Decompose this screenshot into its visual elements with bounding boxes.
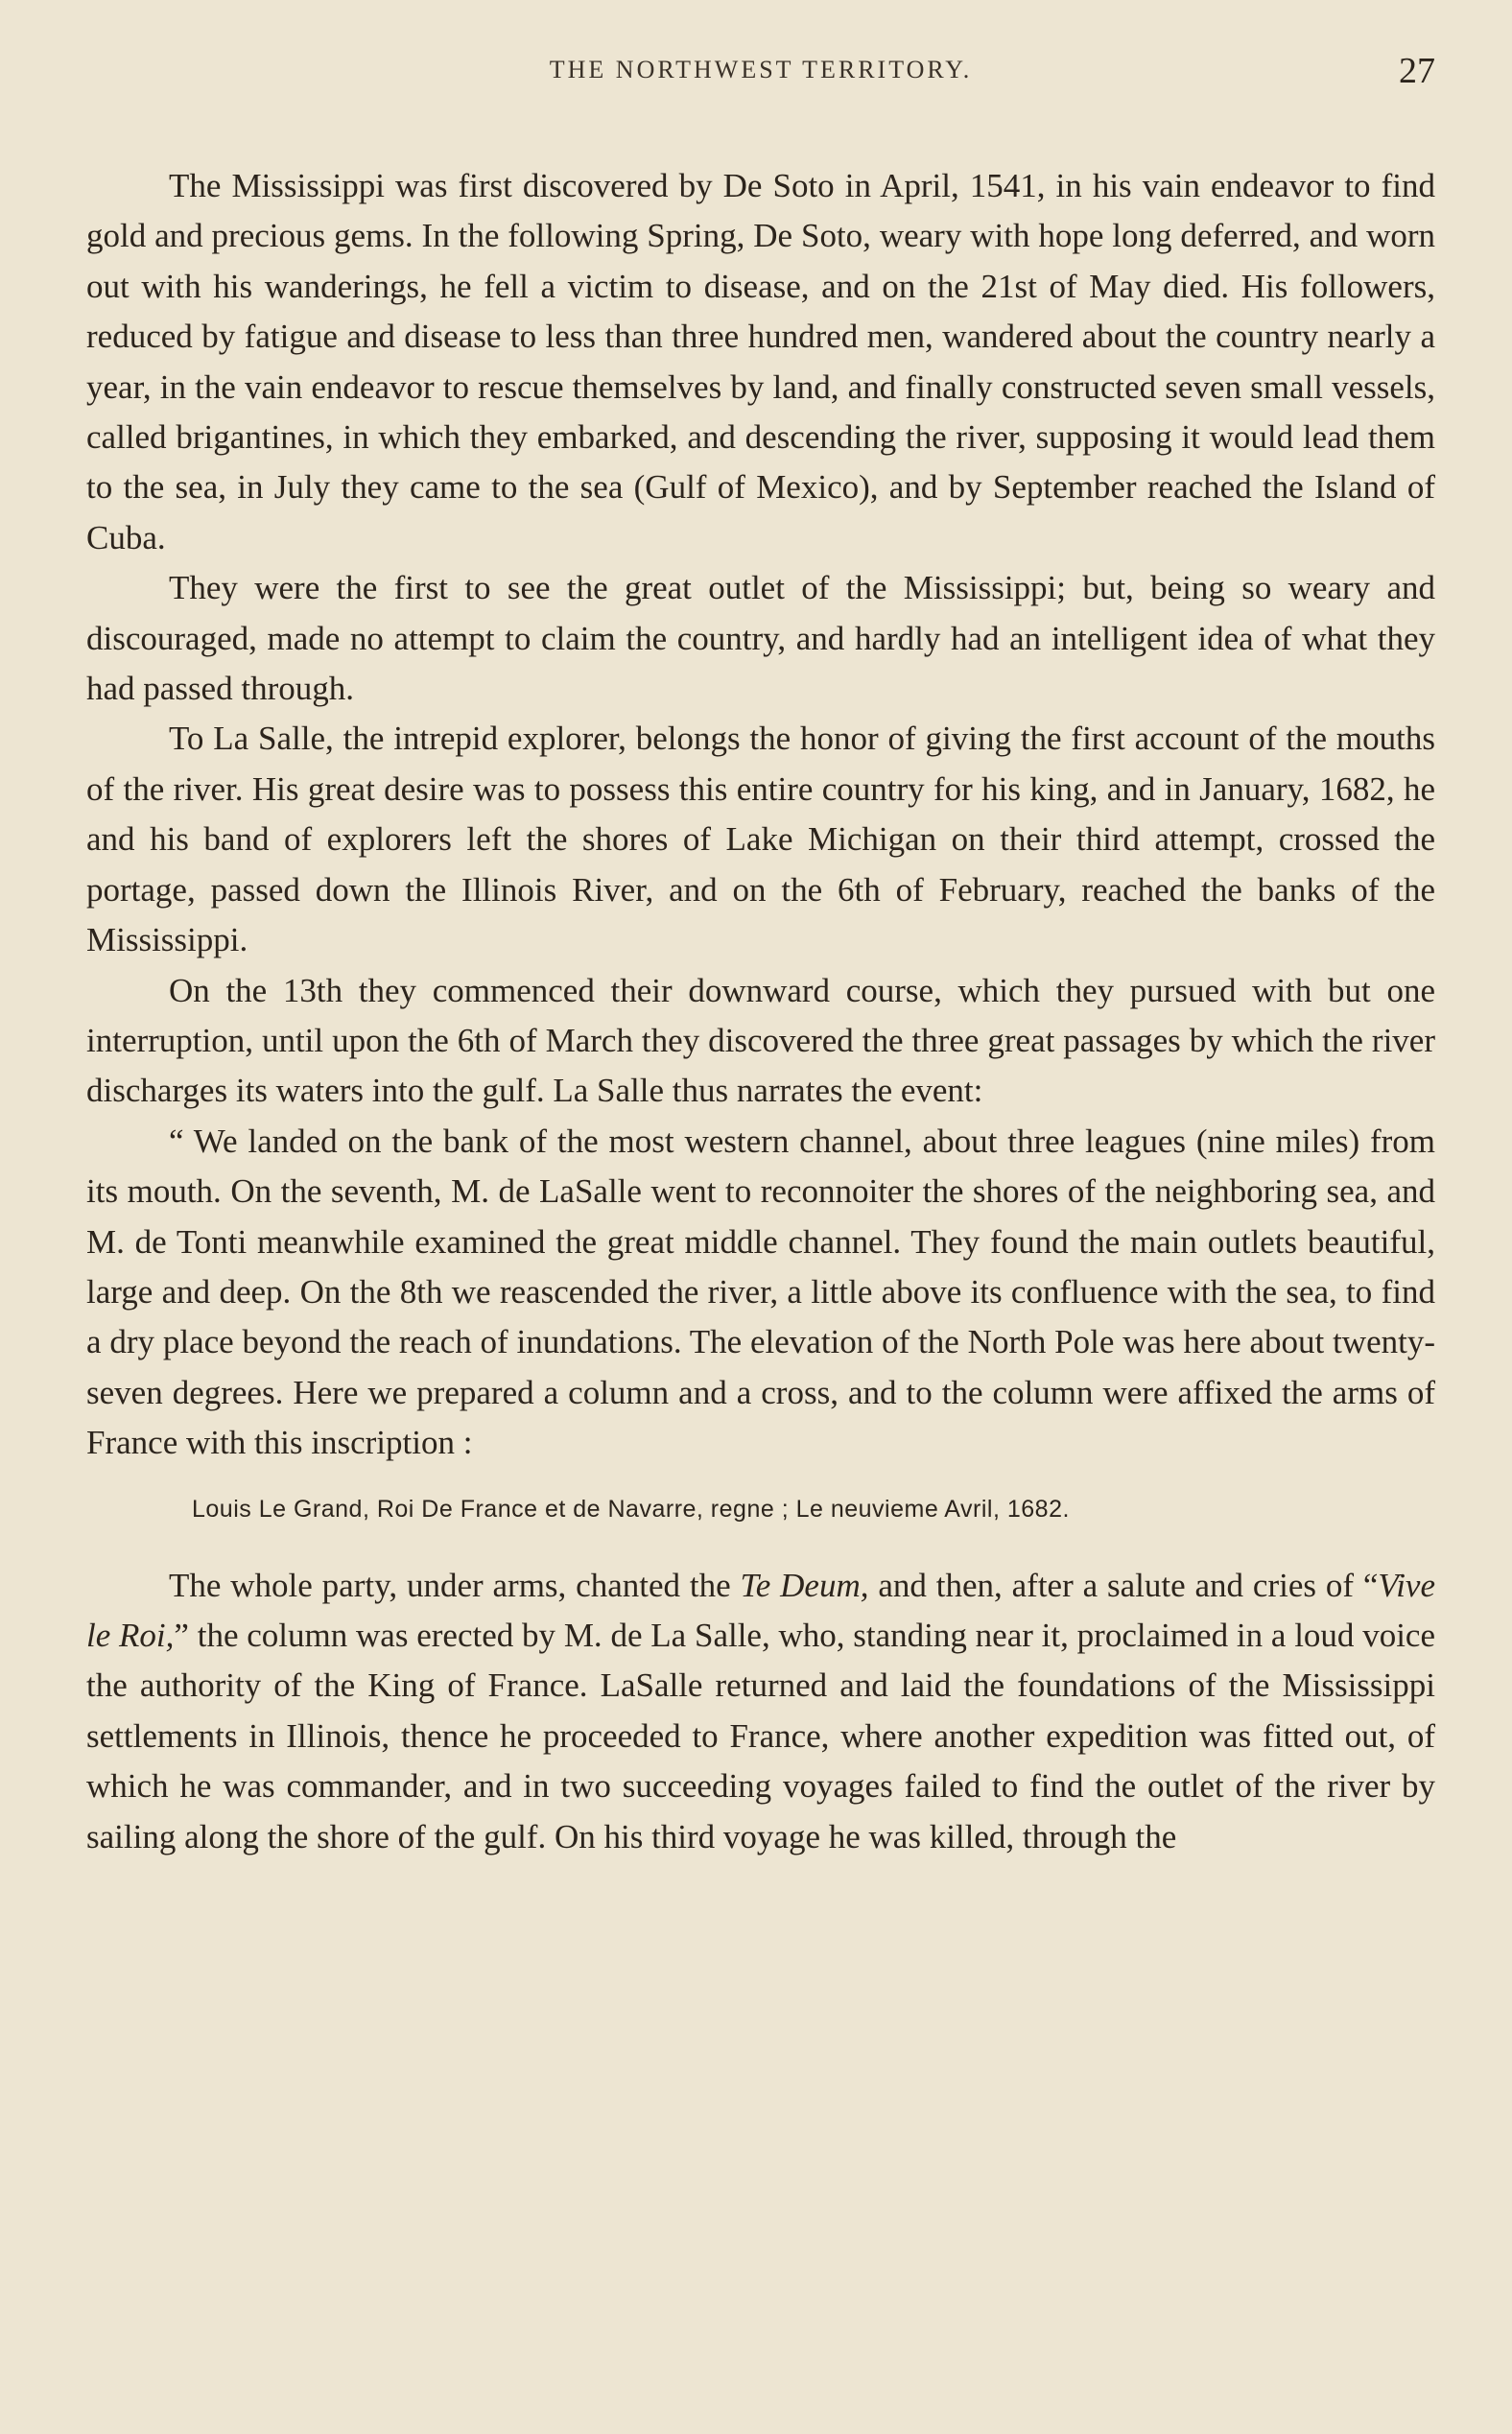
text-segment: ” the column was erected by M. de La Salle, who, standing near it, proclaimed in a loud voice the authority of the King of France. LaSalle returned and laid the foundations of the Mississippi settlements in Illinois, thence he proceeded to France, where another expedition was fitted out, of which he was commander, and in two succeeding voyages failed to find the outlet of the river by sailing along the shore of the gulf. On his third voyage he was killed, through the: [86, 1616, 1435, 1855]
page-number: 27: [1399, 51, 1435, 91]
paragraph-te-deum: [86, 1561, 1435, 1862]
paragraph-la-salle: To La Salle, the intrepid explorer, belongs the honor of giving the first account of the mouths of the river. His great desire was to possess this entire country for his king, and in January, 1682, he and his band of explorers left the shores of Lake Michigan on their third attempt, crossed the portage, passed down the Illinois River, and on the 6th of February, reached the banks of the Mississippi.: [86, 720, 1435, 959]
text-segment: and then, after a salute and cries of “: [868, 1566, 1379, 1604]
running-head: THE NORTHWEST TERRITORY.: [549, 56, 973, 83]
paragraph-first-to-see: They were the first to see the great outlet of the Mississippi; but, being so weary and discouraged, made no attempt to claim the country, and hardly had an intelligent idea of what they had passed through.: [86, 569, 1435, 708]
italic-te-deum: Te Deum,: [740, 1566, 869, 1604]
page-header: [86, 50, 1435, 92]
text-segment: The whole party, under arms, chanted the: [169, 1566, 741, 1604]
italic-vive-le-roi: Vive le Roi,: [86, 1566, 1435, 1654]
body-text: [86, 161, 1435, 1862]
paragraph-de-soto: The Mississippi was first discovered by De Soto in April, 1541, in his vain endeavor to find gold and precious gems. In the following Spring, De Soto, weary with hope long deferred, and worn out with his wanderings, he fell a victim to disease, and on the 21st of May died. His followers, reduced by fatigue and disease to less than three hundred men, wandered about the country nearly a year, in the vain endeavor to rescue themselves by land, and finally constructed seven small vessels, called brigantines, in which they embarked, and descending the river, supposing it would lead them to the sea, in July they came to the sea (Gulf of Mexico), and by September reached the Island of Cuba.: [86, 167, 1435, 556]
paragraph-downward-course: On the 13th they commenced their downward course, which they pursued with but one interruption, until upon the 6th of March they discovered the three great passages by which the river discharges its waters into the gulf. La Salle thus narrates the event:: [86, 971, 1435, 1110]
paragraph-quotation: “ We landed on the bank of the most western channel, about three leagues (nine miles) from its mouth. On the seventh, M. de LaSalle went to reconnoiter the shores of the neighboring sea, and M. de Tonti meanwhile examined the great middle channel. They found the main outlets beautiful, large and deep. On the 8th we reascended the river, a little above its confluence with the sea, to find a dry place beyond the reach of inundations. The elevation of the North Pole was here about twenty-seven degrees. Here we prepared a column and a cross, and to the column were affixed the arms of France with this inscription :: [86, 1122, 1435, 1462]
inscription: Louis Le Grand, Roi De France et de Navarre, regne ; Le neuvieme Avril, 1682.: [192, 1495, 1070, 1523]
